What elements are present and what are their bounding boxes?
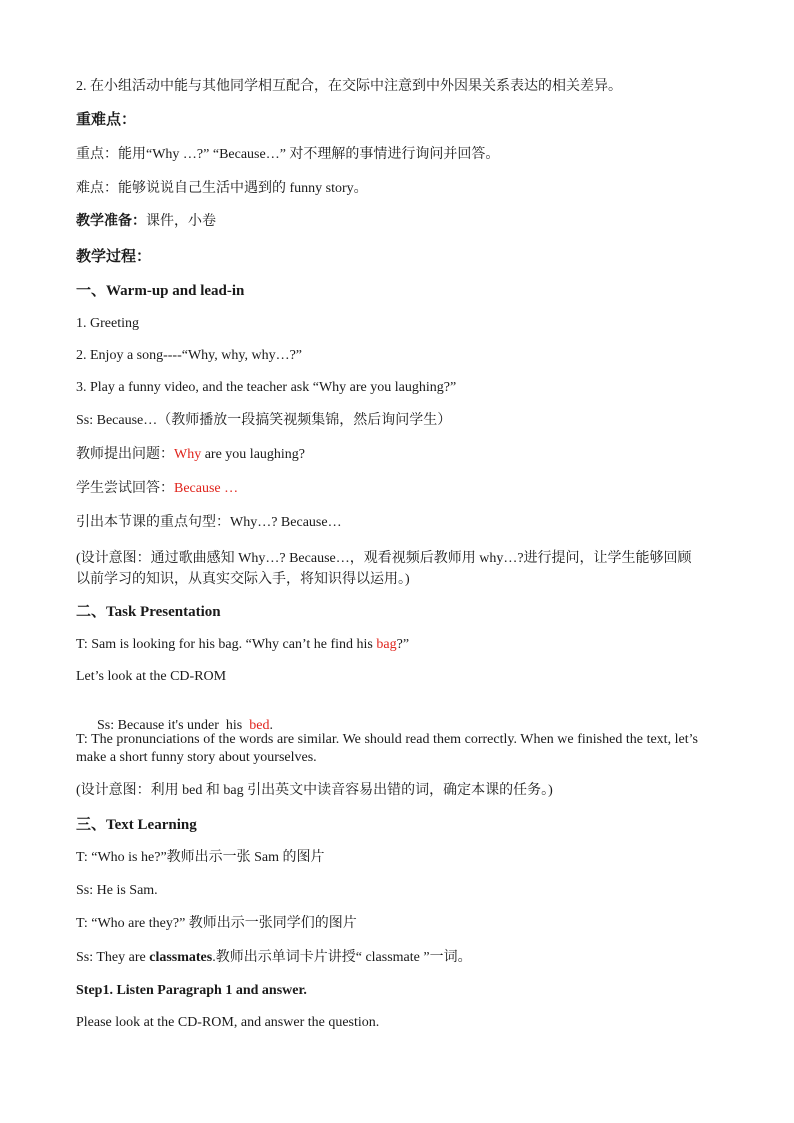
keyword-classmates: classmates	[149, 950, 213, 965]
section-2-heading: 二、Task Presentation	[76, 604, 221, 620]
teacher-question-text: are you laughing?	[201, 447, 306, 462]
teacher-line-end: ?”	[396, 637, 410, 652]
section-3-teacher-line-2: T: “Who are they?” 教师出示一张同学们的图片	[76, 916, 357, 931]
student-line-text: Ss: Because it's under his	[90, 718, 250, 733]
section-3-student-line-1: Ss: He is Sam.	[76, 883, 158, 898]
section-3-teacher-line-1: T: “Who is he?”教师出示一张 Sam 的图片	[76, 850, 325, 865]
student-line-text: Ss: They are	[76, 950, 150, 965]
section-2-teacher-line-1	[76, 636, 698, 654]
section-1-student-response: Ss: Because…（教师播放一段搞笑视频集锦，然后询问学生）	[76, 413, 452, 428]
section-2-cd-rom: Let’s look at the CD-ROM	[76, 669, 227, 684]
section-2-design-intent: (设计意图：利用 bed 和 bag 引出英文中读音容易出错的词，确定本课的任务。)	[76, 783, 553, 798]
section-1-teacher-question	[76, 446, 698, 464]
preparation-label: 教学准备：	[76, 214, 146, 229]
section-2-teacher-line-2: T: The pronunciations of the words are similar. We should read them correctly. When we finished the text, let’s make a short funny story about yourselves.	[76, 732, 698, 765]
section-1-item-1: 1. Greeting	[76, 316, 139, 331]
teacher-question-label: 教师提出问题：	[76, 447, 174, 462]
step-1-instruction: Please look at the CD-ROM, and answer the question.	[76, 1015, 380, 1030]
difficult-point: 难点：能够说说自己生活中遇到的 funny story。	[76, 181, 368, 196]
highlight-because: Because …	[174, 481, 239, 496]
highlight-bag: bag	[376, 637, 397, 652]
section-3-heading: 三、Text Learning	[76, 817, 197, 833]
student-answer-label: 学生尝试回答：	[76, 481, 174, 496]
key-difficult-heading: 重难点：	[76, 112, 137, 128]
teaching-preparation	[76, 213, 698, 231]
student-line-rest: .教师出示单词卡片讲授“ classmate ”一词。	[212, 950, 472, 965]
section-1-heading: 一、Warm-up and lead-in	[76, 283, 245, 299]
key-point: 重点：能用“Why …?” “Because…” 对不理解的事情进行询问并回答。	[76, 147, 500, 162]
preparation-value: 课件，小卷	[146, 214, 216, 229]
teacher-line-text: T: Sam is looking for his bag. “Why can’t he find his	[76, 637, 377, 652]
student-line-end: .	[269, 718, 273, 733]
section-1-student-answer	[76, 480, 698, 498]
section-3-student-line-2	[76, 949, 698, 967]
highlight-bed: bed	[249, 718, 270, 733]
section-1-item-3: 3. Play a funny video, and the teacher ask “Why are you laughing?”	[76, 380, 457, 395]
step-1-heading: Step1. Listen Paragraph 1 and answer.	[76, 983, 307, 998]
goal-item-2: 2. 在小组活动中能与其他同学相互配合，在交际中注意到中外因果关系表达的相关差异。	[76, 79, 622, 94]
teaching-process-heading: 教学过程：	[76, 249, 152, 265]
section-1-design-intent: (设计意图：通过歌曲感知 Why…? Because…，观看视频后教师用 why…?进行提问，让学生能够回顾以前学习的知识，从真实交际入手，将知识得以运用。)	[76, 551, 692, 587]
section-1-item-2: 2. Enjoy a song----“Why, why, why…?”	[76, 348, 303, 363]
section-1-key-sentence: 引出本节课的重点句型：Why…? Because…	[76, 515, 342, 530]
highlight-why: Why	[174, 447, 202, 462]
